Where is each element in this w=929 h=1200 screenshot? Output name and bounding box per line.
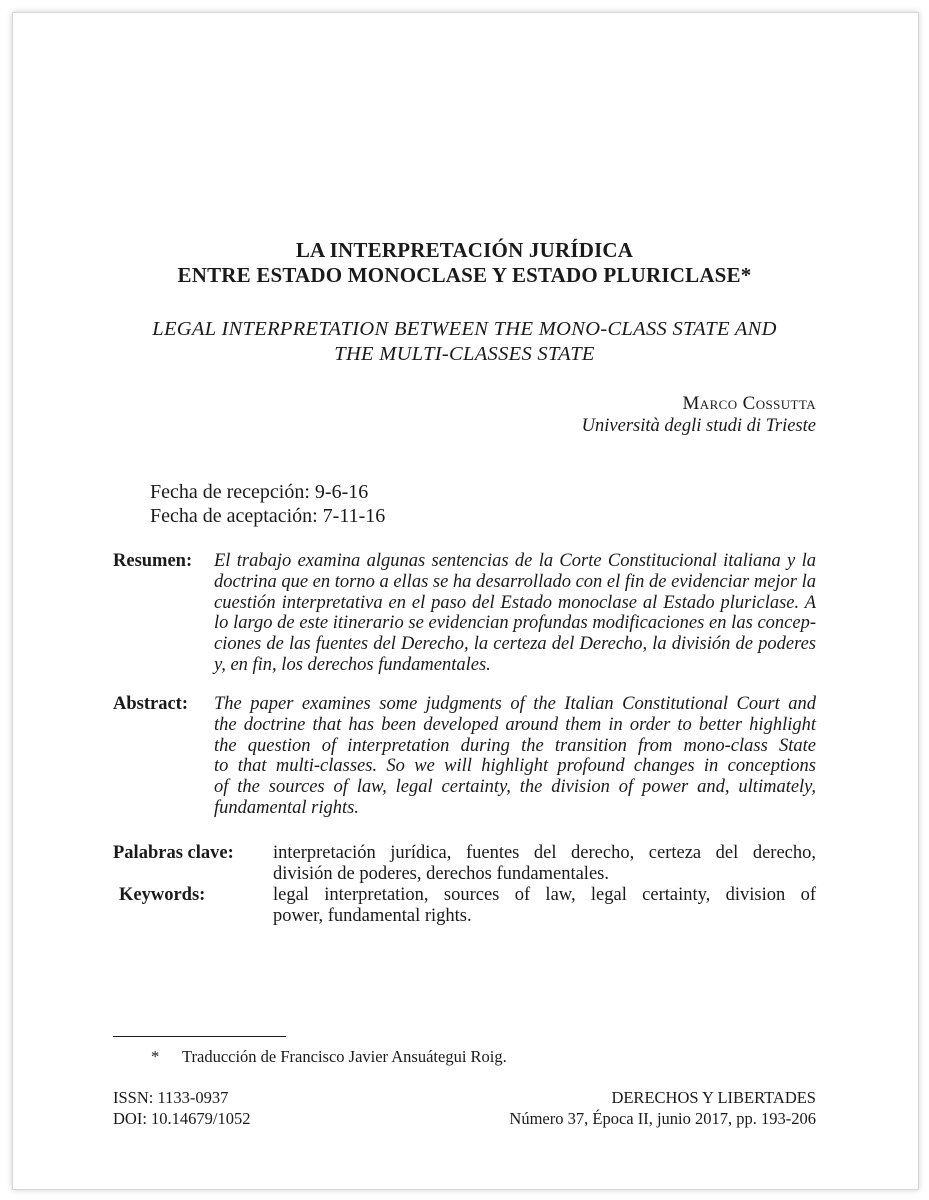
abstract-line: to that multi-classes. So we will highlight profound changes in conceptions bbox=[214, 756, 816, 777]
resumen-line: lo largo de este itinerario se evidencian profundas modificaciones en las concep- bbox=[214, 613, 816, 634]
abstract-line: the question of interpretation during the transition from mono-class State bbox=[214, 735, 816, 756]
reception-date: Fecha de recepción: 9-6-16 bbox=[150, 481, 369, 503]
subtitle-line-2: THE MULTI-CLASSES STATE bbox=[334, 343, 595, 365]
abstract-line: The paper examines some judgments of the Italian Constitutional Court and bbox=[214, 694, 816, 714]
palabras-clave-label: Palabras clave: bbox=[113, 843, 234, 863]
palabras-clave-line: división de poderes, derechos fundamentales. bbox=[273, 864, 609, 884]
resumen-line: ciones de las fuentes del Derecho, la certeza del Derecho, la división de poderes bbox=[214, 634, 816, 655]
resumen-line: cuestión interpretativa en el paso del Estado monoclase al Estado pluriclase. A bbox=[214, 592, 816, 613]
subtitle-line-1: LEGAL INTERPRETATION BETWEEN THE MONO-CLASS STATE AND bbox=[152, 318, 777, 340]
resumen-label: Resumen: bbox=[113, 551, 193, 571]
footnote-text: Traducción de Francisco Javier Ansuátegui Roig. bbox=[182, 1047, 507, 1066]
abstract-text bbox=[214, 694, 816, 819]
keywords-line: legal interpretation, sources of law, legal certainty, division of bbox=[273, 885, 816, 905]
journal-name: DERECHOS Y LIBERTADES bbox=[611, 1088, 816, 1107]
resumen-line: El trabajo examina algunas sentencias de la Corte Constitucional italiana y la bbox=[214, 551, 816, 571]
doi: DOI: 10.14679/1052 bbox=[113, 1109, 251, 1128]
journal-issue: Número 37, Época II, junio 2017, pp. 193-206 bbox=[509, 1109, 816, 1128]
keywords-label: Keywords: bbox=[119, 885, 206, 905]
keywords-text bbox=[273, 885, 816, 927]
author-affiliation: Università degli studi di Trieste bbox=[581, 416, 816, 436]
palabras-clave-text bbox=[273, 843, 816, 885]
resumen-text bbox=[214, 551, 816, 676]
resumen-line: y, en fin, los derechos fundamentales. bbox=[214, 654, 491, 675]
resumen-line: doctrina que en torno a ellas se ha desarrollado con el fin de evidenciar mejor la bbox=[214, 571, 817, 592]
palabras-clave-line: interpretación jurídica, fuentes del derecho, certeza del derecho, bbox=[273, 843, 816, 863]
author-name: Marco Cossutta bbox=[682, 393, 816, 414]
title-line-2: ENTRE ESTADO MONOCLASE Y ESTADO PLURICLASE* bbox=[177, 263, 752, 287]
abstract-label: Abstract: bbox=[113, 694, 189, 714]
acceptance-date: Fecha de aceptación: 7-11-16 bbox=[150, 505, 386, 527]
abstract-line: of the sources of law, legal certainty, the division of power and, ultimately, bbox=[214, 777, 816, 798]
footnote-rule bbox=[113, 1036, 286, 1037]
abstract-line: fundamental rights. bbox=[214, 797, 359, 818]
keywords-line: power, fundamental rights. bbox=[273, 906, 472, 926]
issn: ISSN: 1133-0937 bbox=[113, 1088, 229, 1107]
footnote-mark: * bbox=[151, 1047, 160, 1066]
title-line-1: LA INTERPRETACIÓN JURÍDICA bbox=[295, 238, 634, 262]
abstract-line: the doctrine that has been developed around them in order to better highlight bbox=[214, 714, 816, 735]
